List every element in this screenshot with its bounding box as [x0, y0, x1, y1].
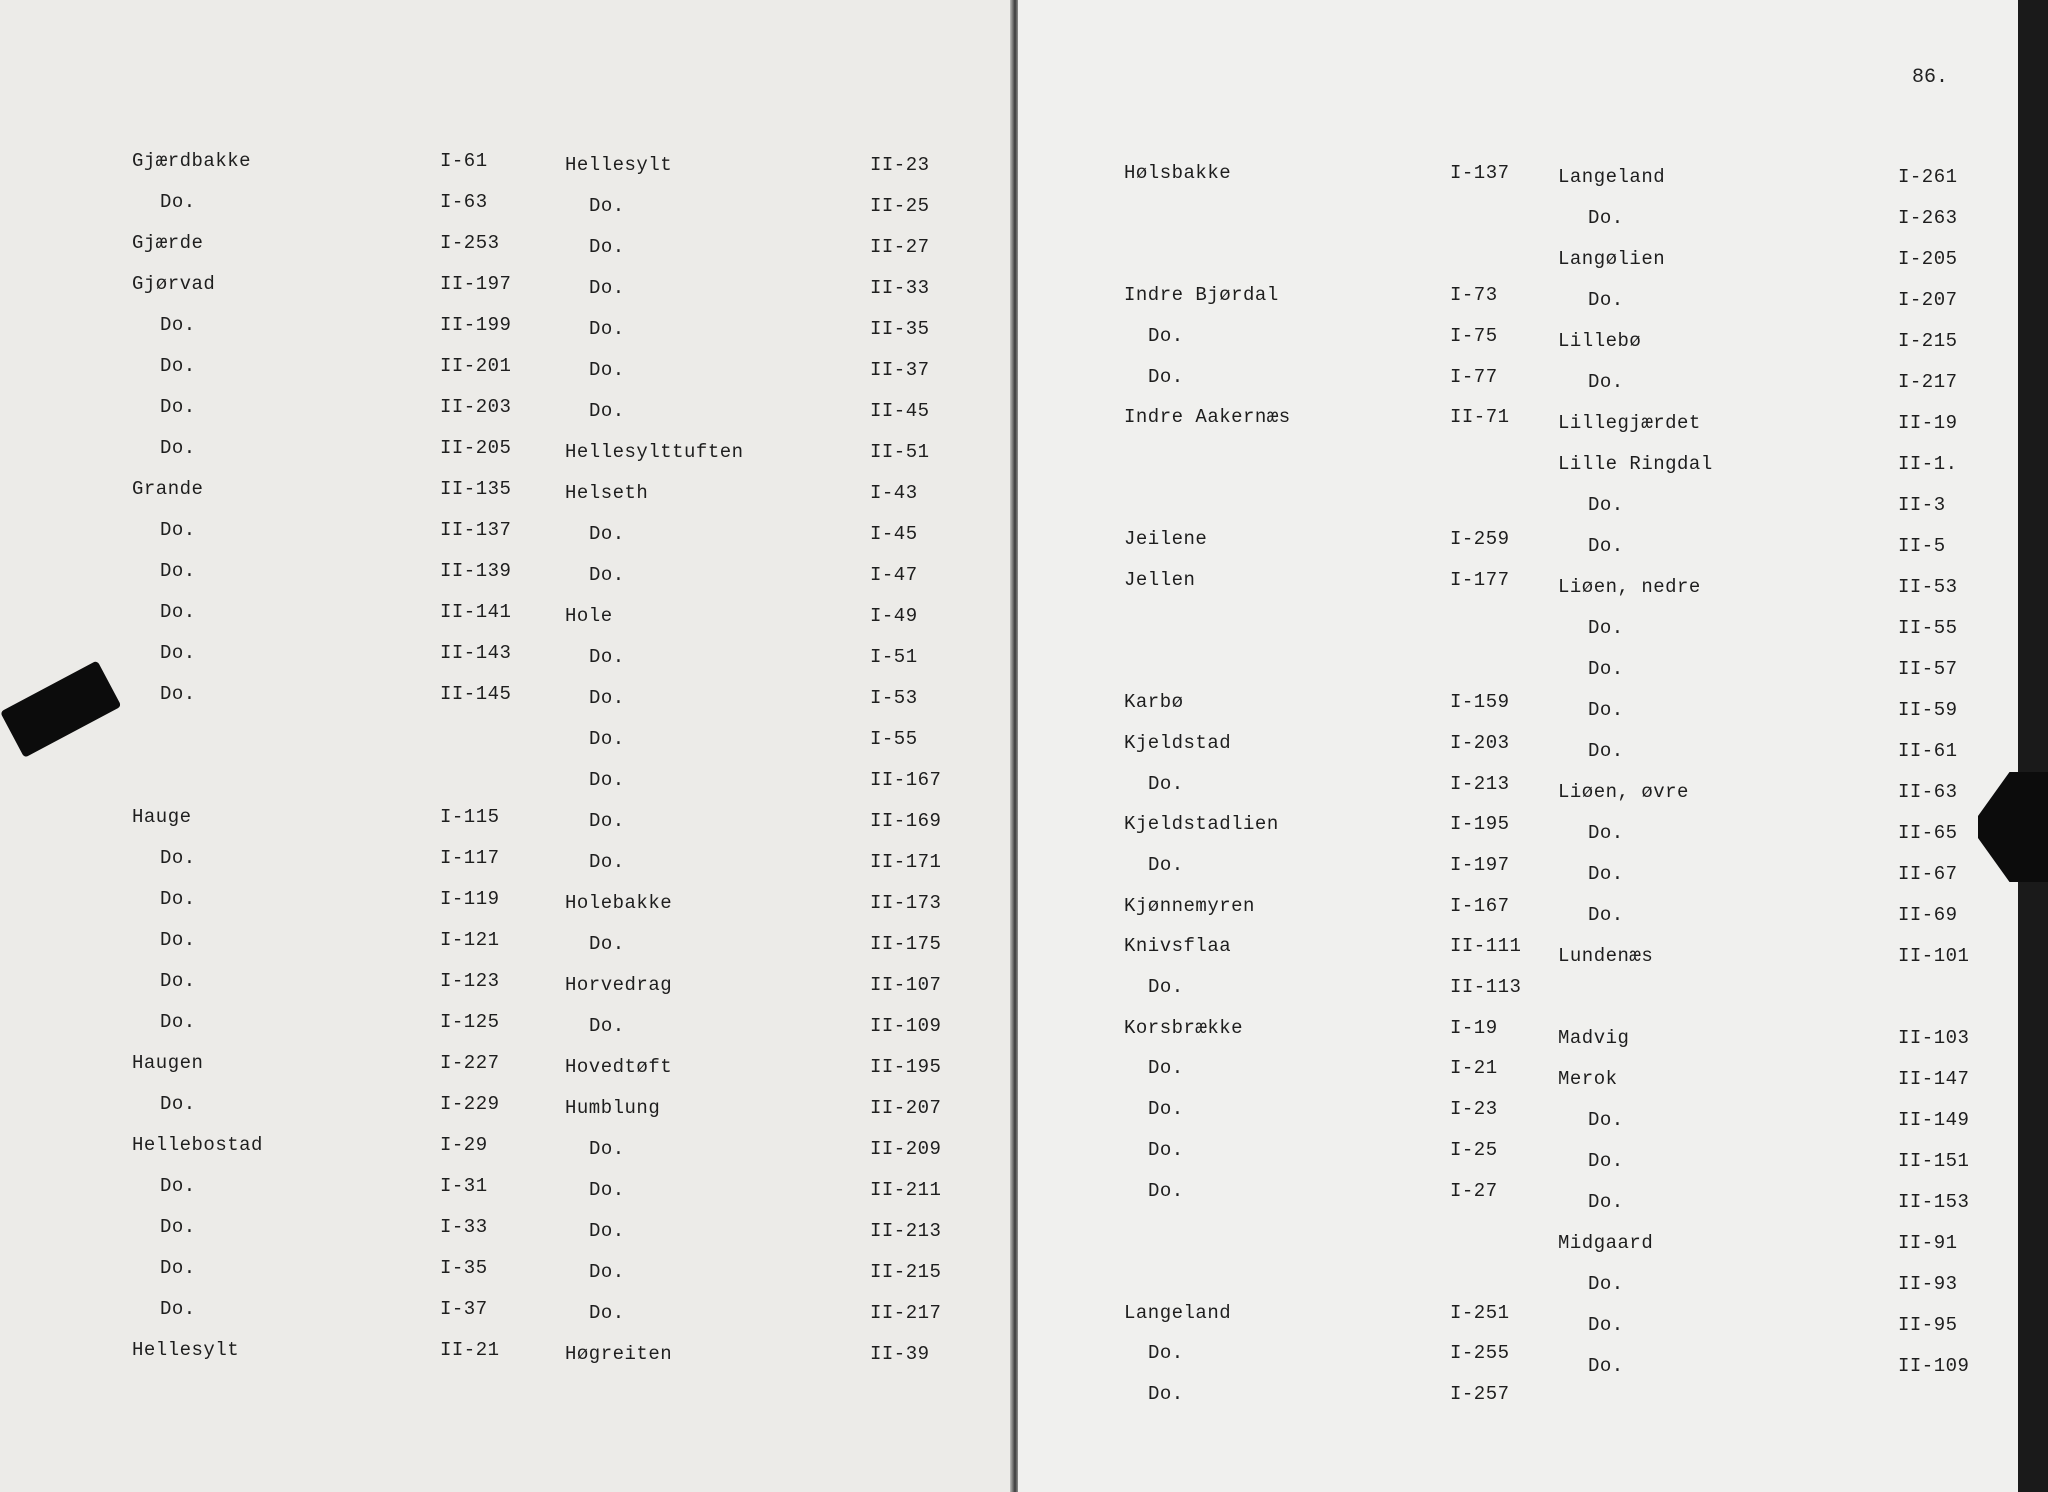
entry-reference: II-175 [870, 933, 942, 955]
entry-name: Gjørvad [132, 273, 216, 295]
entry-name: Jellen [1124, 569, 1196, 591]
entry-name: Do. [160, 1175, 196, 1197]
entry-reference: II-71 [1450, 406, 1510, 429]
entry-reference: II-53 [1898, 576, 1958, 598]
entry-name: Do. [1148, 1057, 1184, 1080]
entry-name: Horvedrag [565, 974, 673, 996]
entry-reference: I-119 [440, 888, 500, 910]
entry-reference: II-153 [1898, 1191, 1970, 1213]
entry-reference: II-205 [440, 437, 512, 459]
entry-reference: II-95 [1898, 1314, 1958, 1336]
entry-name: Do. [1148, 365, 1184, 388]
entry-name: Do. [1588, 1191, 1624, 1213]
entry-name: Do. [160, 1257, 196, 1279]
entry-reference: II-107 [870, 974, 942, 996]
entry-name: Do. [160, 1011, 196, 1033]
entry-reference: I-31 [440, 1175, 488, 1197]
entry-name: Do. [1148, 772, 1184, 795]
entry-reference: II-23 [870, 154, 930, 176]
entry-reference: II-55 [1898, 617, 1958, 639]
entry-reference: I-43 [870, 482, 918, 504]
entry-name: Do. [1588, 617, 1624, 639]
entry-reference: I-75 [1450, 324, 1498, 347]
entry-name: Do. [1588, 822, 1624, 844]
entry-reference: I-33 [440, 1216, 488, 1238]
entry-reference: I-45 [870, 523, 918, 545]
entry-reference: I-229 [440, 1093, 500, 1115]
entry-reference: II-207 [870, 1097, 942, 1119]
entry-reference: I-73 [1450, 284, 1498, 307]
entry-name: Helseth [565, 482, 649, 504]
entry-reference: II-147 [1898, 1068, 1970, 1090]
entry-name: Indre Bjørdal [1124, 284, 1279, 307]
entry-reference: I-117 [440, 847, 500, 869]
entry-reference: II-45 [870, 400, 930, 422]
entry-reference: I-195 [1450, 813, 1510, 836]
entry-reference: I-123 [440, 970, 500, 992]
entry-name: Kjeldstadlien [1124, 813, 1279, 836]
entry-reference: I-177 [1450, 569, 1510, 591]
entry-reference: II-5 [1898, 535, 1946, 557]
entry-reference: II-201 [440, 355, 512, 377]
entry-reference: I-261 [1898, 166, 1958, 188]
entry-reference: II-135 [440, 478, 512, 500]
entry-reference: II-199 [440, 314, 512, 336]
entry-reference: I-203 [1450, 731, 1510, 754]
entry-reference: II-93 [1898, 1273, 1958, 1295]
entry-name: Langølien [1558, 248, 1666, 270]
entry-reference: II-57 [1898, 658, 1958, 680]
entry-name: Do. [589, 277, 625, 299]
entry-reference: II-35 [870, 318, 930, 340]
entry-name: Do. [589, 1138, 625, 1160]
entry-reference: II-195 [870, 1056, 942, 1078]
entry-name: Do. [589, 810, 625, 832]
entry-name: Gjærdbakke [132, 150, 252, 172]
entry-name: Do. [1148, 976, 1184, 998]
entry-name: Do. [160, 437, 196, 459]
entry-reference: II-213 [870, 1220, 942, 1242]
entry-reference: II-167 [870, 769, 942, 791]
entry-reference: I-257 [1450, 1383, 1510, 1405]
entry-reference: I-47 [870, 564, 918, 586]
entry-reference: I-53 [870, 687, 918, 709]
entry-reference: II-143 [440, 642, 512, 664]
entry-name: Do. [160, 1093, 196, 1115]
entry-name: Lille Ringdal [1558, 453, 1713, 475]
entry-reference: II-63 [1898, 781, 1958, 803]
entry-name: Do. [1588, 904, 1624, 926]
entry-reference: II-51 [870, 441, 930, 463]
entry-reference: I-197 [1450, 853, 1510, 876]
entry-name: Do. [1588, 1150, 1624, 1172]
entry-name: Do. [1148, 853, 1184, 876]
entry-reference: I-49 [870, 605, 918, 627]
entry-name: Do. [589, 1302, 625, 1324]
entry-reference: I-35 [440, 1257, 488, 1279]
entry-name: Midgaard [1558, 1232, 1654, 1254]
entry-name: Do. [589, 933, 625, 955]
entry-name: Do. [160, 1298, 196, 1320]
entry-name: Do. [1588, 494, 1624, 516]
entry-name: Kjønnemyren [1124, 894, 1255, 917]
entry-reference: I-207 [1898, 289, 1958, 311]
entry-name: Kjeldstad [1124, 731, 1232, 754]
entry-reference: II-137 [440, 519, 512, 541]
entry-name: Jeilene [1124, 528, 1208, 551]
entry-name: Do. [160, 1216, 196, 1238]
entry-reference: I-21 [1450, 1057, 1498, 1080]
entry-name: Holebakke [565, 892, 673, 914]
entry-name: Do. [1588, 1273, 1624, 1295]
entry-reference: I-25 [1450, 1138, 1498, 1161]
entry-name: Do. [589, 687, 625, 709]
entry-name: Do. [1148, 1138, 1184, 1161]
entry-reference: II-113 [1450, 976, 1522, 998]
entry-reference: II-215 [870, 1261, 942, 1283]
entry-reference: I-29 [440, 1134, 488, 1156]
entry-reference: I-159 [1450, 691, 1510, 714]
entry-name: Do. [1148, 1383, 1184, 1405]
entry-reference: II-91 [1898, 1232, 1958, 1254]
entry-name: Lillebø [1558, 330, 1642, 352]
entry-name: Do. [589, 564, 625, 586]
entry-reference: I-37 [440, 1298, 488, 1320]
entry-name: Do. [160, 396, 196, 418]
entry-name: Hovedtøft [565, 1056, 673, 1078]
entry-name: Korsbrække [1124, 1016, 1244, 1039]
entry-name: Do. [160, 314, 196, 336]
entry-name: Do. [1588, 740, 1624, 762]
entry-reference: II-33 [870, 277, 930, 299]
entry-reference: I-55 [870, 728, 918, 750]
entry-name: Do. [589, 523, 625, 545]
entry-reference: II-25 [870, 195, 930, 217]
entry-name: Do. [1588, 699, 1624, 721]
entry-reference: I-27 [1450, 1179, 1498, 1202]
entry-name: Do. [1588, 289, 1624, 311]
entry-name: Hellesylt [132, 1339, 240, 1361]
entry-reference: I-263 [1898, 207, 1958, 229]
entry-reference: I-137 [1450, 162, 1510, 184]
entry-reference: II-169 [870, 810, 942, 832]
entry-name: Do. [160, 929, 196, 951]
entry-reference: I-125 [440, 1011, 500, 1033]
entry-reference: I-213 [1450, 772, 1510, 795]
entry-reference: I-259 [1450, 528, 1510, 551]
entry-reference: II-209 [870, 1138, 942, 1160]
entry-reference: II-19 [1898, 412, 1958, 434]
entry-reference: II-149 [1898, 1109, 1970, 1131]
entry-reference: II-109 [1898, 1355, 1970, 1377]
entry-name: Do. [160, 519, 196, 541]
entry-name: Do. [160, 847, 196, 869]
entry-reference: II-141 [440, 601, 512, 623]
entry-reference: II-67 [1898, 863, 1958, 885]
entry-name: Do. [1148, 1179, 1184, 1202]
entry-reference: I-167 [1450, 894, 1510, 917]
entry-name: Madvig [1558, 1027, 1630, 1049]
entry-name: Lillegjærdet [1558, 412, 1701, 434]
entry-reference: I-61 [440, 150, 488, 172]
entry-name: Merok [1558, 1068, 1618, 1090]
entry-name: Do. [1148, 1342, 1184, 1365]
entry-name: Do. [160, 601, 196, 623]
entry-reference: II-3 [1898, 494, 1946, 516]
entry-name: Hauge [132, 806, 192, 828]
entry-reference: II-61 [1898, 740, 1958, 762]
entry-name: Do. [160, 642, 196, 664]
entry-name: Hølsbakke [1124, 162, 1232, 184]
entry-name: Do. [1588, 863, 1624, 885]
entry-name: Do. [1588, 207, 1624, 229]
entry-reference: I-51 [870, 646, 918, 668]
entry-name: Do. [160, 683, 196, 705]
entry-reference: II-59 [1898, 699, 1958, 721]
entry-name: Do. [160, 888, 196, 910]
entry-reference: I-255 [1450, 1342, 1510, 1365]
entry-reference: II-203 [440, 396, 512, 418]
entry-name: Do. [589, 1179, 625, 1201]
entry-reference: I-121 [440, 929, 500, 951]
right-page [1018, 0, 2018, 1492]
entry-name: Do. [589, 646, 625, 668]
entry-reference: II-111 [1450, 935, 1522, 958]
entry-name: Do. [589, 1261, 625, 1283]
entry-reference: I-251 [1450, 1301, 1510, 1324]
entry-name: Hellesylt [565, 154, 673, 176]
entry-name: Do. [589, 195, 625, 217]
entry-name: Liøen, nedre [1558, 576, 1701, 598]
entry-name: Do. [589, 236, 625, 258]
entry-name: Do. [589, 400, 625, 422]
entry-name: Gjærde [132, 232, 204, 254]
entry-reference: I-217 [1898, 371, 1958, 393]
entry-reference: I-227 [440, 1052, 500, 1074]
entry-name: Indre Aakernæs [1124, 406, 1291, 429]
entry-name: Do. [589, 1015, 625, 1037]
entry-name: Do. [1588, 1314, 1624, 1336]
entry-name: Do. [160, 191, 196, 213]
entry-name: Do. [1588, 1355, 1624, 1377]
entry-name: Hole [565, 605, 613, 627]
entry-reference: I-115 [440, 806, 500, 828]
entry-name: Langeland [1124, 1301, 1232, 1324]
entry-reference: II-217 [870, 1302, 942, 1324]
entry-reference: II-151 [1898, 1150, 1970, 1172]
entry-name: Grande [132, 478, 204, 500]
entry-name: Do. [589, 769, 625, 791]
entry-reference: II-171 [870, 851, 942, 873]
entry-reference: II-211 [870, 1179, 942, 1201]
entry-reference: I-253 [440, 232, 500, 254]
entry-name: Do. [589, 1220, 625, 1242]
entry-reference: II-37 [870, 359, 930, 381]
entry-reference: I-77 [1450, 365, 1498, 388]
entry-reference: II-21 [440, 1339, 500, 1361]
entry-name: Do. [1148, 324, 1184, 347]
page-number: 86. [1911, 66, 1948, 89]
entry-reference: II-109 [870, 1015, 942, 1037]
entry-reference: I-205 [1898, 248, 1958, 270]
entry-name: Hellesylttuften [565, 441, 744, 463]
entry-name: Knivsflaa [1124, 935, 1232, 958]
left-page [0, 0, 1012, 1492]
entry-name: Do. [589, 359, 625, 381]
entry-name: Do. [589, 851, 625, 873]
entry-reference: II-27 [870, 236, 930, 258]
entry-name: Do. [1588, 658, 1624, 680]
entry-reference: II-173 [870, 892, 942, 914]
entry-name: Do. [1588, 371, 1624, 393]
entry-name: Langeland [1558, 166, 1666, 188]
entry-name: Haugen [132, 1052, 204, 1074]
entry-name: Liøen, øvre [1558, 781, 1689, 803]
entry-reference: II-101 [1898, 945, 1970, 967]
entry-reference: II-69 [1898, 904, 1958, 926]
entry-reference: I-23 [1450, 1098, 1498, 1121]
entry-reference: I-19 [1450, 1016, 1498, 1039]
entry-reference: II-139 [440, 560, 512, 582]
entry-reference: I-63 [440, 191, 488, 213]
entry-reference: II-1. [1898, 453, 1958, 475]
entry-reference: II-197 [440, 273, 512, 295]
entry-name: Humblung [565, 1097, 661, 1119]
entry-name: Lundenæs [1558, 945, 1654, 967]
entry-name: Do. [589, 318, 625, 340]
entry-name: Do. [160, 355, 196, 377]
entry-name: Do. [589, 728, 625, 750]
entry-name: Hellebostad [132, 1134, 263, 1156]
entry-name: Karbø [1124, 691, 1184, 714]
entry-name: Do. [1148, 1098, 1184, 1121]
entry-name: Høgreiten [565, 1343, 673, 1365]
entry-name: Do. [1588, 535, 1624, 557]
entry-name: Do. [160, 560, 196, 582]
entry-reference: II-39 [870, 1343, 930, 1365]
entry-reference: I-215 [1898, 330, 1958, 352]
entry-reference: II-65 [1898, 822, 1958, 844]
entry-reference: II-145 [440, 683, 512, 705]
entry-name: Do. [1588, 1109, 1624, 1131]
entry-reference: II-103 [1898, 1027, 1970, 1049]
entry-name: Do. [160, 970, 196, 992]
